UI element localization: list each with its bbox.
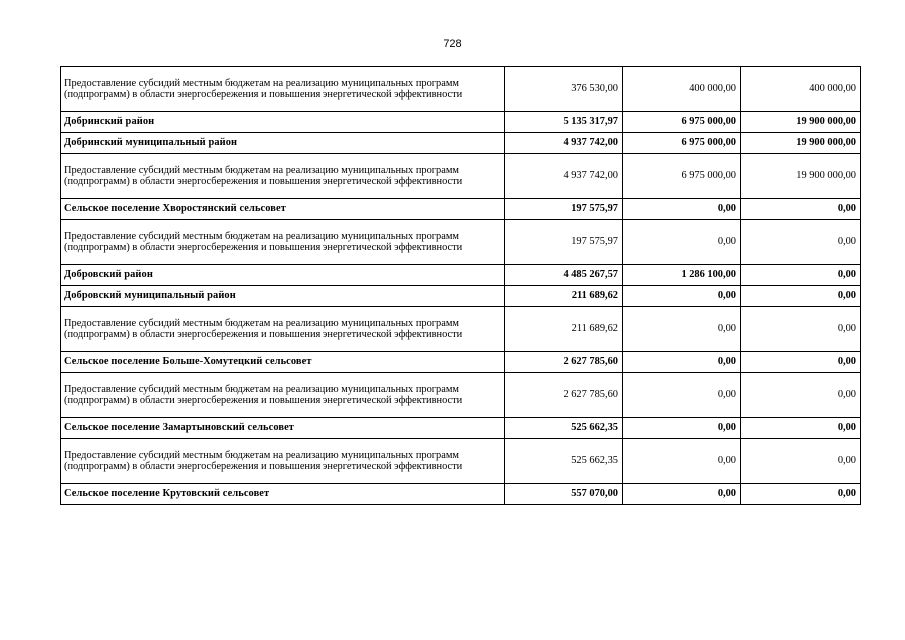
value-col-2: 0,00 [623,418,741,439]
budget-table [60,66,861,505]
table-row [61,67,861,112]
row-label: Предоставление субсидий местным бюджетам на реализацию муниципальных программ (подпрограмм) в области энергосбережения и повышения энергетической эффективности [61,307,505,352]
row-label: Добринский муниципальный район [61,133,505,154]
value-col-1: 2 627 785,60 [505,373,623,418]
table-row-total [61,352,861,373]
value-col-2: 0,00 [623,220,741,265]
row-label: Сельское поселение Больше-Хомутецкий сельсовет [61,352,505,373]
value-col-2: 0,00 [623,439,741,484]
budget-table-body [61,67,861,505]
value-col-3: 0,00 [741,439,861,484]
value-col-2: 0,00 [623,373,741,418]
value-col-3: 19 900 000,00 [741,112,861,133]
value-col-3: 0,00 [741,373,861,418]
value-col-3: 0,00 [741,199,861,220]
value-col-2: 0,00 [623,484,741,505]
table-row-total [61,418,861,439]
value-col-2: 0,00 [623,286,741,307]
value-col-2: 6 975 000,00 [623,133,741,154]
value-col-2: 0,00 [623,307,741,352]
value-col-2: 0,00 [623,199,741,220]
row-label: Предоставление субсидий местным бюджетам на реализацию муниципальных программ (подпрограмм) в области энергосбережения и повышения энергетической эффективности [61,67,505,112]
row-label: Добровский район [61,265,505,286]
row-label: Предоставление субсидий местным бюджетам на реализацию муниципальных программ (подпрограмм) в области энергосбережения и повышения энергетической эффективности [61,154,505,199]
value-col-3: 0,00 [741,286,861,307]
table-row-total [61,484,861,505]
value-col-2: 6 975 000,00 [623,112,741,133]
table-row-total [61,286,861,307]
table-row [61,373,861,418]
value-col-1: 4 485 267,57 [505,265,623,286]
value-col-1: 376 530,00 [505,67,623,112]
row-label: Предоставление субсидий местным бюджетам на реализацию муниципальных программ (подпрограмм) в области энергосбережения и повышения энергетической эффективности [61,439,505,484]
page-number: 728 [443,38,462,50]
value-col-3: 0,00 [741,352,861,373]
table-row-total [61,265,861,286]
value-col-2: 1 286 100,00 [623,265,741,286]
value-col-1: 4 937 742,00 [505,154,623,199]
table-row [61,439,861,484]
value-col-3: 19 900 000,00 [741,154,861,199]
value-col-1: 525 662,35 [505,439,623,484]
value-col-1: 197 575,97 [505,199,623,220]
row-label: Добринский район [61,112,505,133]
table-row [61,154,861,199]
value-col-3: 0,00 [741,220,861,265]
value-col-3: 0,00 [741,265,861,286]
value-col-3: 19 900 000,00 [741,133,861,154]
table-row-total [61,112,861,133]
value-col-3: 400 000,00 [741,67,861,112]
value-col-2: 0,00 [623,352,741,373]
row-label: Сельское поселение Хворостянский сельсовет [61,199,505,220]
value-col-1: 211 689,62 [505,286,623,307]
value-col-1: 197 575,97 [505,220,623,265]
row-label: Предоставление субсидий местным бюджетам на реализацию муниципальных программ (подпрограмм) в области энергосбережения и повышения энергетической эффективности [61,220,505,265]
value-col-1: 5 135 317,97 [505,112,623,133]
value-col-3: 0,00 [741,484,861,505]
value-col-1: 525 662,35 [505,418,623,439]
table-row-total [61,133,861,154]
row-label: Предоставление субсидий местным бюджетам на реализацию муниципальных программ (подпрограмм) в области энергосбережения и повышения энергетической эффективности [61,373,505,418]
value-col-2: 6 975 000,00 [623,154,741,199]
value-col-3: 0,00 [741,307,861,352]
value-col-1: 2 627 785,60 [505,352,623,373]
value-col-1: 211 689,62 [505,307,623,352]
row-label: Сельское поселение Крутовский сельсовет [61,484,505,505]
value-col-1: 4 937 742,00 [505,133,623,154]
value-col-1: 557 070,00 [505,484,623,505]
table-row [61,220,861,265]
value-col-2: 400 000,00 [623,67,741,112]
row-label: Сельское поселение Замартыновский сельсовет [61,418,505,439]
row-label: Добровский муниципальный район [61,286,505,307]
table-row [61,307,861,352]
value-col-3: 0,00 [741,418,861,439]
table-row-total [61,199,861,220]
